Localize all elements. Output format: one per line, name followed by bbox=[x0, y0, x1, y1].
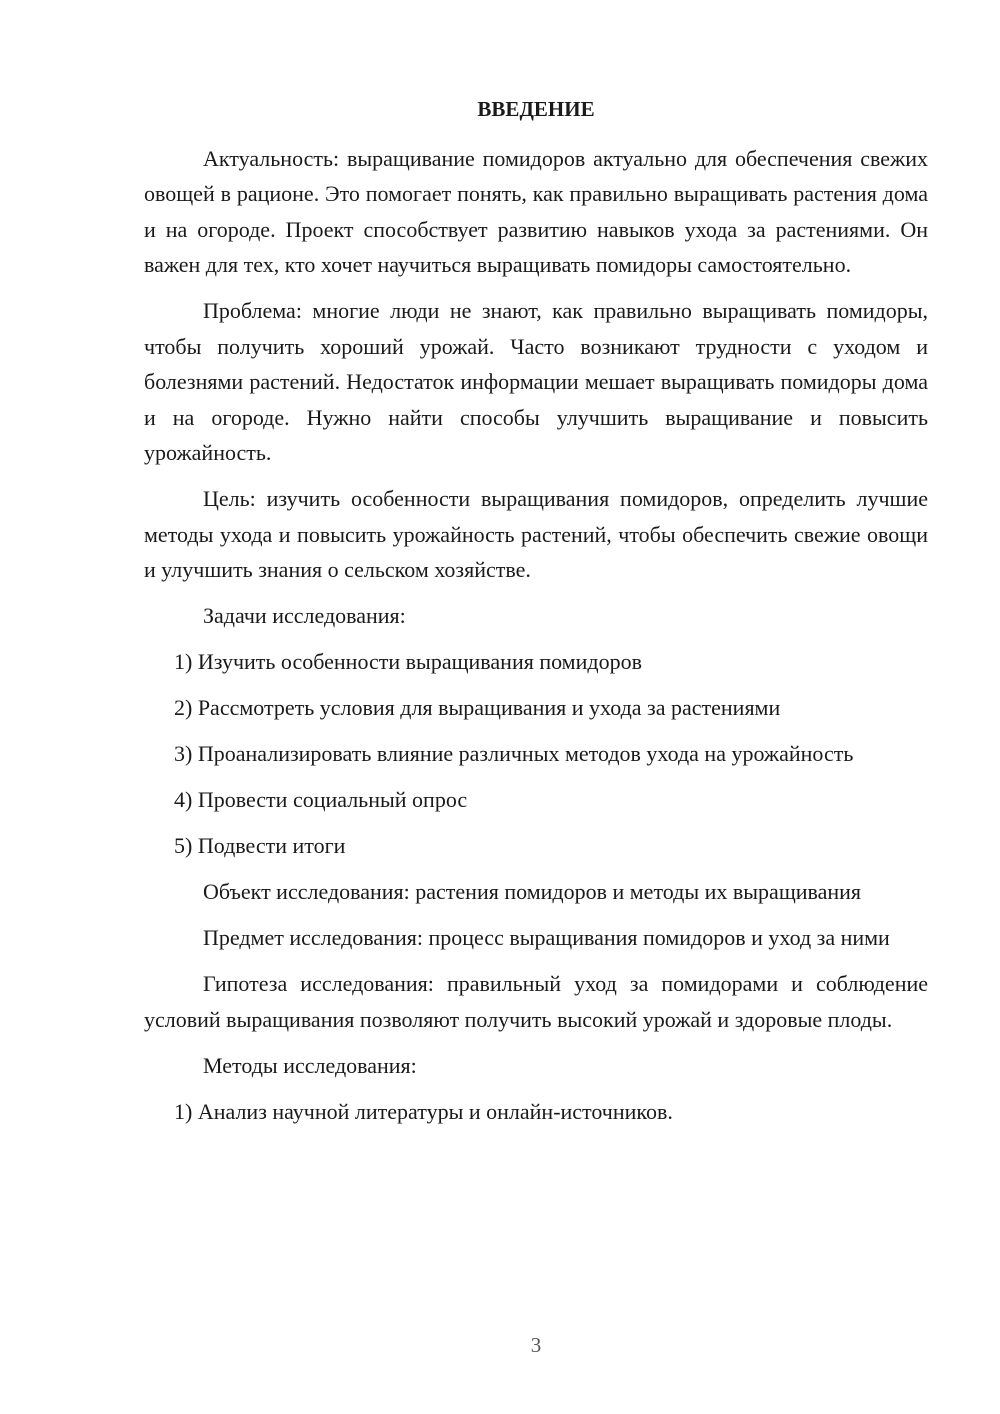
goal-paragraph: Цель: изучить особенности выращивания помидоров, определить лучшие методы ухода и повысить урожайность растений, чтобы обеспечить свежие овощи и улучшить знания о сельском хозяйстве. bbox=[144, 486, 928, 582]
method-item: 1) Анализ научной литературы и онлайн-источников. bbox=[174, 1098, 673, 1124]
document-page bbox=[144, 92, 928, 1140]
relevance-paragraph: Актуальность: выращивание помидоров актуально для обеспечения свежих овощей в рационе. Это помогает понять, как правильно выращивать растения дома и на огороде. Проект способствует развитию навыков ухода за растениями. Он важен для тех, кто хочет научиться выращивать помидоры самостоятельно. bbox=[144, 145, 928, 277]
section-title: ВВЕДЕНИЕ bbox=[477, 97, 595, 121]
task-item: 4) Провести социальный опрос bbox=[174, 787, 468, 812]
methods-heading: Методы исследования: bbox=[203, 1052, 417, 1078]
object-paragraph: Объект исследования: растения помидоров и методы их выращивания bbox=[203, 879, 862, 904]
subject-paragraph: Предмет исследования: процесс выращивания помидоров и уход за ними bbox=[203, 925, 890, 950]
task-item: 2) Рассмотреть условия для выращивания и ухода за растениями bbox=[174, 695, 781, 720]
problem-paragraph: Проблема: многие люди не знают, как правильно выращивать помидоры, чтобы получить хороший урожай. Часто возникают трудности с уходом и болезнями растений. Недостаток информации мешает выращивать помидоры дома и на огороде. Нужно найти способы улучшить выращивание и повысить урожайность. bbox=[144, 298, 928, 465]
tasks-heading: Задачи исследования: bbox=[203, 603, 406, 628]
task-item: 5) Подвести итоги bbox=[174, 833, 346, 858]
task-item: 1) Изучить особенности выращивания помидоров bbox=[174, 649, 642, 674]
page-number: 3 bbox=[530, 1333, 542, 1357]
hypothesis-paragraph: Гипотеза исследования: правильный уход за помидорами и соблюдение условий выращивания позволяют получить высокий урожай и здоровые плоды. bbox=[144, 971, 928, 1032]
task-item: 3) Проанализировать влияние различных методов ухода на урожайность bbox=[174, 741, 854, 766]
